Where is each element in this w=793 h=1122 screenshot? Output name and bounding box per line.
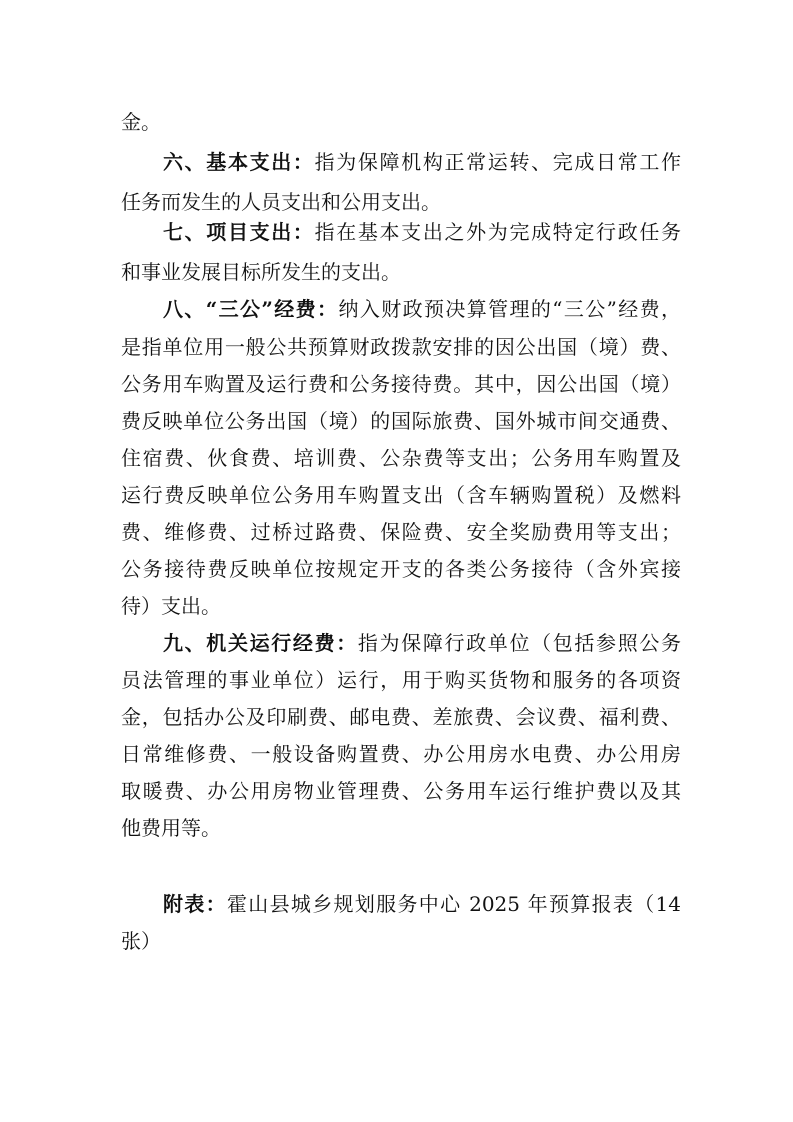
text-line: 金，包括办公及印刷费、邮电费、差旅费、会议费、福利费、 <box>121 705 681 729</box>
text-line: 张） <box>121 929 161 953</box>
appendix-heading: 附表： <box>163 892 227 916</box>
text-line: 取暖费、办公用房物业管理费、公务用车运行维护费以及其 <box>121 779 681 803</box>
text-line: 任务而发生的人员支出和公用支出。 <box>121 190 441 214</box>
appendix-line: 附表：霍山县城乡规划服务中心 2025 年预算报表（14 <box>163 892 682 916</box>
text-line: 住宿费、伙食费、培训费、公杂费等支出；公务用车购置及 <box>121 446 681 470</box>
section-heading-line: 七、项目支出：指在基本支出之外为完成特定行政任务 <box>163 220 682 244</box>
text-line: 是指单位用一般公共预算财政拨款安排的因公出国（境）费、 <box>121 335 681 359</box>
text-line: 运行费反映单位公务用车购置支出（含车辆购置税）及燃料 <box>121 483 681 507</box>
text-line: 和事业发展目标所发生的支出。 <box>121 260 401 284</box>
section-heading-line: 八、“三公”经费：纳入财政预决算管理的“三公”经费， <box>163 297 682 321</box>
section-heading: 八、“三公”经费： <box>163 297 339 321</box>
text-line: 员法管理的事业单位）运行，用于购买货物和服务的各项资 <box>121 668 681 692</box>
text-line: 费、维修费、过桥过路费、保险费、安全奖励费用等支出； <box>121 520 681 544</box>
section-heading: 六、基本支出： <box>163 150 315 174</box>
text-line: 待）支出。 <box>121 594 221 618</box>
text-line: 公务用车购置及运行费和公务接待费。其中，因公出国（境） <box>121 372 681 396</box>
text-line: 费反映单位公务出国（境）的国际旅费、国外城市间交通费、 <box>121 409 681 433</box>
text-line: 他费用等。 <box>121 816 221 840</box>
text-line: 金。 <box>121 110 161 134</box>
section-heading: 七、项目支出： <box>163 220 315 244</box>
section-heading-line: 九、机关运行经费：指为保障行政单位（包括参照公务 <box>163 631 682 655</box>
text-line: 公务接待费反映单位按规定开支的各类公务接待（含外宾接 <box>121 557 681 581</box>
text-line: 日常维修费、一般设备购置费、办公用房水电费、办公用房 <box>121 742 681 766</box>
section-heading: 九、机关运行经费： <box>163 631 358 655</box>
section-heading-line: 六、基本支出：指为保障机构正常运转、完成日常工作 <box>163 150 682 174</box>
